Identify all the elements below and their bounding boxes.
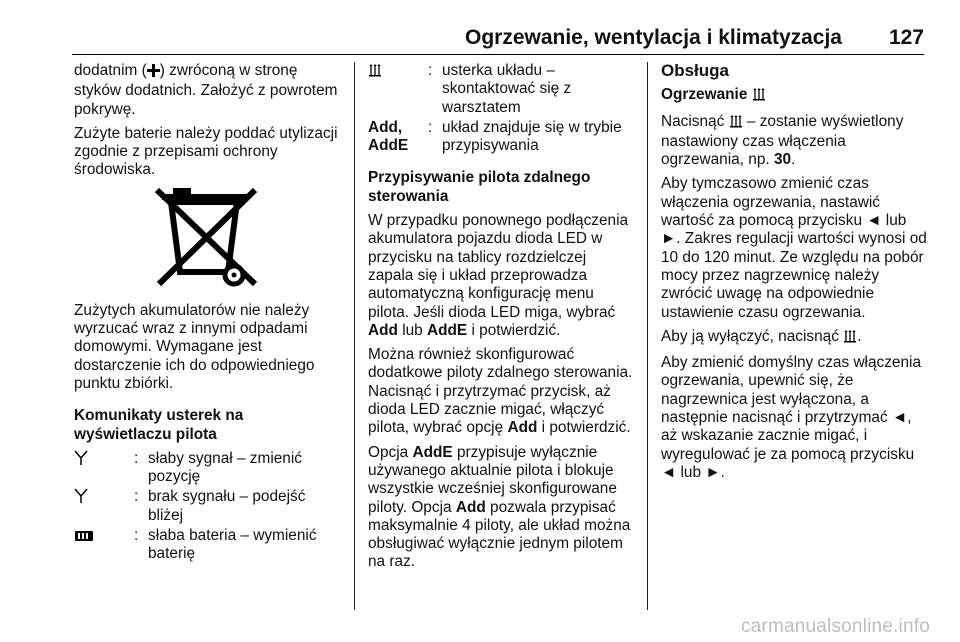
antenna-weak-icon xyxy=(74,450,88,471)
paragraph: Aby tymczasowo zmienić czas włączenia ogrzewania, nastawić wartość za pomocą przycisku ◄ lub ►. Zakres regulacji wartości wynosi od 10 do 120 minut. Ze względu na pobór mocy przez nagrzewnicę należy zwrócić uwagę na odpowiednie ustawienie czasu ogrzewania. xyxy=(661,175,927,321)
list-item: : brak sygnału – podejść bliżej xyxy=(74,488,344,525)
paragraph: dodatnim ( ) zwróconą w stronę styków dodatnich. Założyć z powrotem pokrywę. xyxy=(74,62,338,118)
crossed-bin-icon xyxy=(74,186,344,292)
column-divider xyxy=(647,62,648,610)
list-item: Add, AddE : układ znajduje się w trybie przypisywania xyxy=(368,118,622,155)
watermark: carmanualsonline.info xyxy=(740,616,930,637)
paragraph: Aby ją wyłączyć, nacisnąć . xyxy=(661,328,927,348)
list-item: : słaba bateria – wymienić baterię xyxy=(74,527,344,564)
list-item: : usterka układu – skontaktować się z warsztatem xyxy=(368,62,634,117)
subheading: Ogrzewanie xyxy=(661,86,927,106)
heater-icon xyxy=(843,329,857,348)
left-arrow-icon: ◄ xyxy=(866,212,882,230)
paragraph: Nacisnąć – zostanie wyświetlony nastawiony czas włączenia ogrzewania, np. 30. xyxy=(661,112,904,169)
right-arrow-icon: ► xyxy=(661,230,677,248)
section-heading: Obsługa xyxy=(661,61,730,80)
plus-icon xyxy=(147,64,160,82)
paragraph: Zużytych akumulatorów nie należy wyrzucać wraz z innymi odpadami domowymi. Wymagane jest dostarczenie ich do odpowiedniego punktu zbiórki. xyxy=(74,301,315,392)
paragraph: Można również skonfigurować dodatkowe piloty zdalnego sterowania. Nacisnąć i przytrzymać przycisk, aż dioda LED zacznie migać, włączyć pilota, wybrać opcję Add i potwierdzić. xyxy=(368,346,633,437)
column-1 xyxy=(74,62,344,572)
left-arrow-icon: ◄ xyxy=(661,463,677,481)
section-heading: Komunikaty usterek na wyświetlaczu pilota xyxy=(74,407,244,443)
heater-icon xyxy=(368,63,382,82)
heater-icon xyxy=(752,87,766,106)
list-item: : słaby sygnał – zmienić pozycję xyxy=(74,450,344,487)
status-code-list xyxy=(368,62,634,155)
antenna-none-icon xyxy=(74,488,88,509)
page-number: 127 xyxy=(888,26,924,49)
paragraph: Opcja AddE przypisuje wyłącznie używanego aktualnie pilota i blokuje wszystkie wcześniej skonfigurowane piloty. Opcja Add pozwala przypisać maksymalnie 4 piloty, ale układ można obsługiwać wyłącznie jednym pilotem na raz. xyxy=(368,443,631,571)
column-2 xyxy=(368,62,634,578)
right-arrow-icon: ► xyxy=(705,463,721,481)
paragraph: Zużyte baterie należy poddać utylizacji zgodnie z przepisami ochrony środowiska. xyxy=(74,124,338,179)
column-divider xyxy=(354,62,355,610)
error-code-list xyxy=(74,450,344,564)
paragraph: Aby zmienić domyślny czas włączenia ogrzewania, upewnić się, że nagrzewnica jest wyłączona, a następnie nacisnąć i przytrzymać ◄, aż wskazanie zacznie migać, i wyregulować je za pomocą przycisku ◄ lub ►. xyxy=(661,354,922,481)
header-divider xyxy=(72,54,924,55)
page-header xyxy=(0,0,960,56)
heater-icon xyxy=(729,114,743,133)
column-3 xyxy=(661,62,927,488)
page-title: Ogrzewanie, wentylacja i klimatyzacja xyxy=(464,26,842,49)
battery-low-icon xyxy=(74,529,94,547)
section-heading: Przypisywanie pilota zdalnego sterowania xyxy=(368,169,591,205)
paragraph: W przypadku ponownego podłączenia akumulatora pojazdu dioda LED w przycisku na tablicy rozdzielczej zapala się i układ przeprowadza automatyczną konfigurację menu pilota. Jeśli dioda LED miga, wybrać Add lub AddE i potwierdzić. xyxy=(368,212,629,339)
left-arrow-icon: ◄ xyxy=(891,409,908,427)
